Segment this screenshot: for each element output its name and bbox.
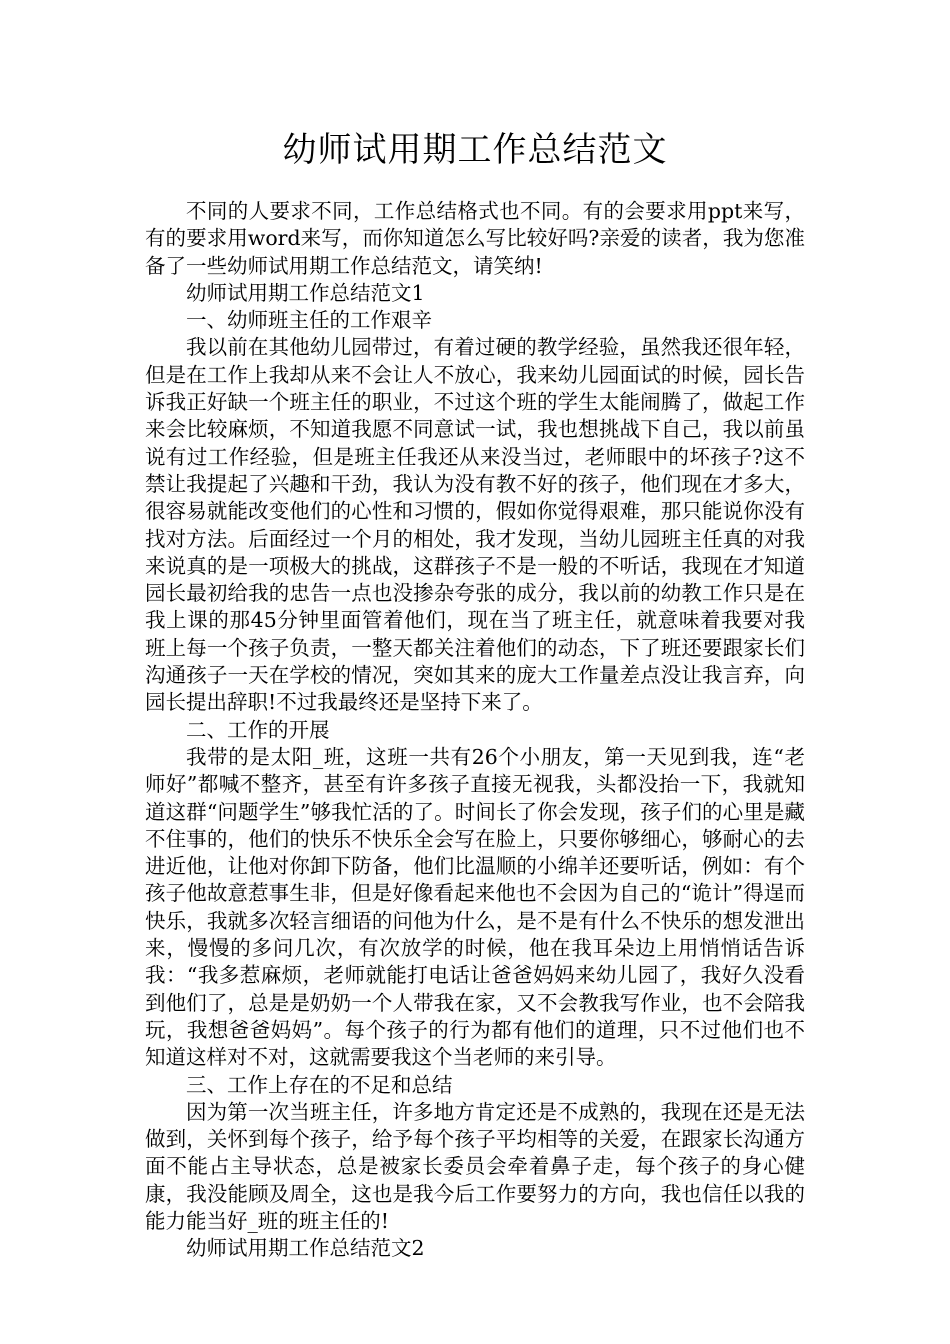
body-paragraph-3: 因为第一次当班主任，许多地方肯定还是不成熟的，我现在还是无法做到，关怀到每个孩子，给予每个孩子平均相等的关爱，在跟家长沟通方面不能占主导状态，总是被家长委员会牵着鼻子走，每个孩子的身心健康，我没能顾及周全，这也是我今后工作要努力的方向，我也信任以我的能力能当好_班的班主任的!: [145, 1099, 805, 1233]
document-body: [145, 198, 805, 1263]
subheading-1: 一、幼师班主任的工作艰辛: [186, 308, 432, 333]
document-title: 幼师试用期工作总结范文: [282, 130, 668, 170]
section-heading-sample-2: 幼师试用期工作总结范文2: [186, 1236, 425, 1261]
body-paragraph-1: 我以前在其他幼儿园带过，有着过硬的教学经验，虽然我还很年轻，但是在工作上我却从来不会让人不放心，我来幼儿园面试的时候，园长告诉我正好缺一个班主任的职业，不过这个班的学生太能闹腾了，做起工作来会比较麻烦，不知道我愿不同意试一试，我也想挑战下自己，我以前虽说有过工作经验，但是班主任我还从来没当过，老师眼中的坏孩子?这不禁让我提起了兴趣和干劲，我认为没有教不好的孩子，他们现在才多大，很容易就能改变他们的心性和习惯的，假如你觉得艰难，那只能说你没有找对方法。后面经过一个月的相处，我才发现，当幼儿园班主任真的对我来说真的是一项极大的挑战，这群孩子不是一般的不听话，我现在才知道园长最初给我的忠告一点也没掺杂夸张的成分，我以前的幼教工作只是在我上课的那45分钟里面管着他们，现在当了班主任，就意味着我要对我班上每一个孩子负责，一整天都关注着他们的动态，下了班还要跟家长们沟通孩子一天在学校的情况，突如其来的庞大工作量差点没让我言弃，向园长提出辞职!不过我最终还是坚持下来了。: [145, 335, 805, 715]
section-heading-sample-1: 幼师试用期工作总结范文1: [186, 280, 425, 305]
subheading-2: 二、工作的开展: [186, 717, 330, 742]
body-paragraph-2: 我带的是太阳_班，这班一共有26个小朋友，第一天见到我，连“老师好”都喊不整齐，甚至有许多孩子直接无视我，头都没抬一下，我就知道这群“问题学生”够我忙活的了。时间长了你会发现，孩子们的心里是藏不住事的，他们的快乐不快乐全会写在脸上，只要你够细心，够耐心的去进近他，让他对你卸下防备，他们比温顺的小绵羊还要听话，例如：有个孩子他故意惹事生非，但是好像看起来他也不会因为自己的“诡计”得逞而快乐，我就多次轻言细语的问他为什么，是不是有什么不快乐的想发泄出来，慢慢的多问几次，有次放学的时候，他在我耳朵边上用悄悄话告诉我：“我多惹麻烦，老师就能打电话让爸爸妈妈来幼儿园了，我好久没看到他们了，总是是奶奶一个人带我在家，又不会教我写作业，也不会陪我玩，我想爸爸妈妈”。每个孩子的行为都有他们的道理，只不过他们也不知道这样对不对，这就需要我这个当老师的来引导。: [145, 744, 805, 1070]
intro-paragraph: 不同的人要求不同，工作总结格式也不同。有的会要求用ppt来写，有的要求用word来写，而你知道怎么写比较好吗?亲爱的读者，我为您准备了一些幼师试用期工作总结范文，请笑纳!: [145, 199, 805, 278]
subheading-3: 三、工作上存在的不足和总结: [186, 1072, 453, 1097]
